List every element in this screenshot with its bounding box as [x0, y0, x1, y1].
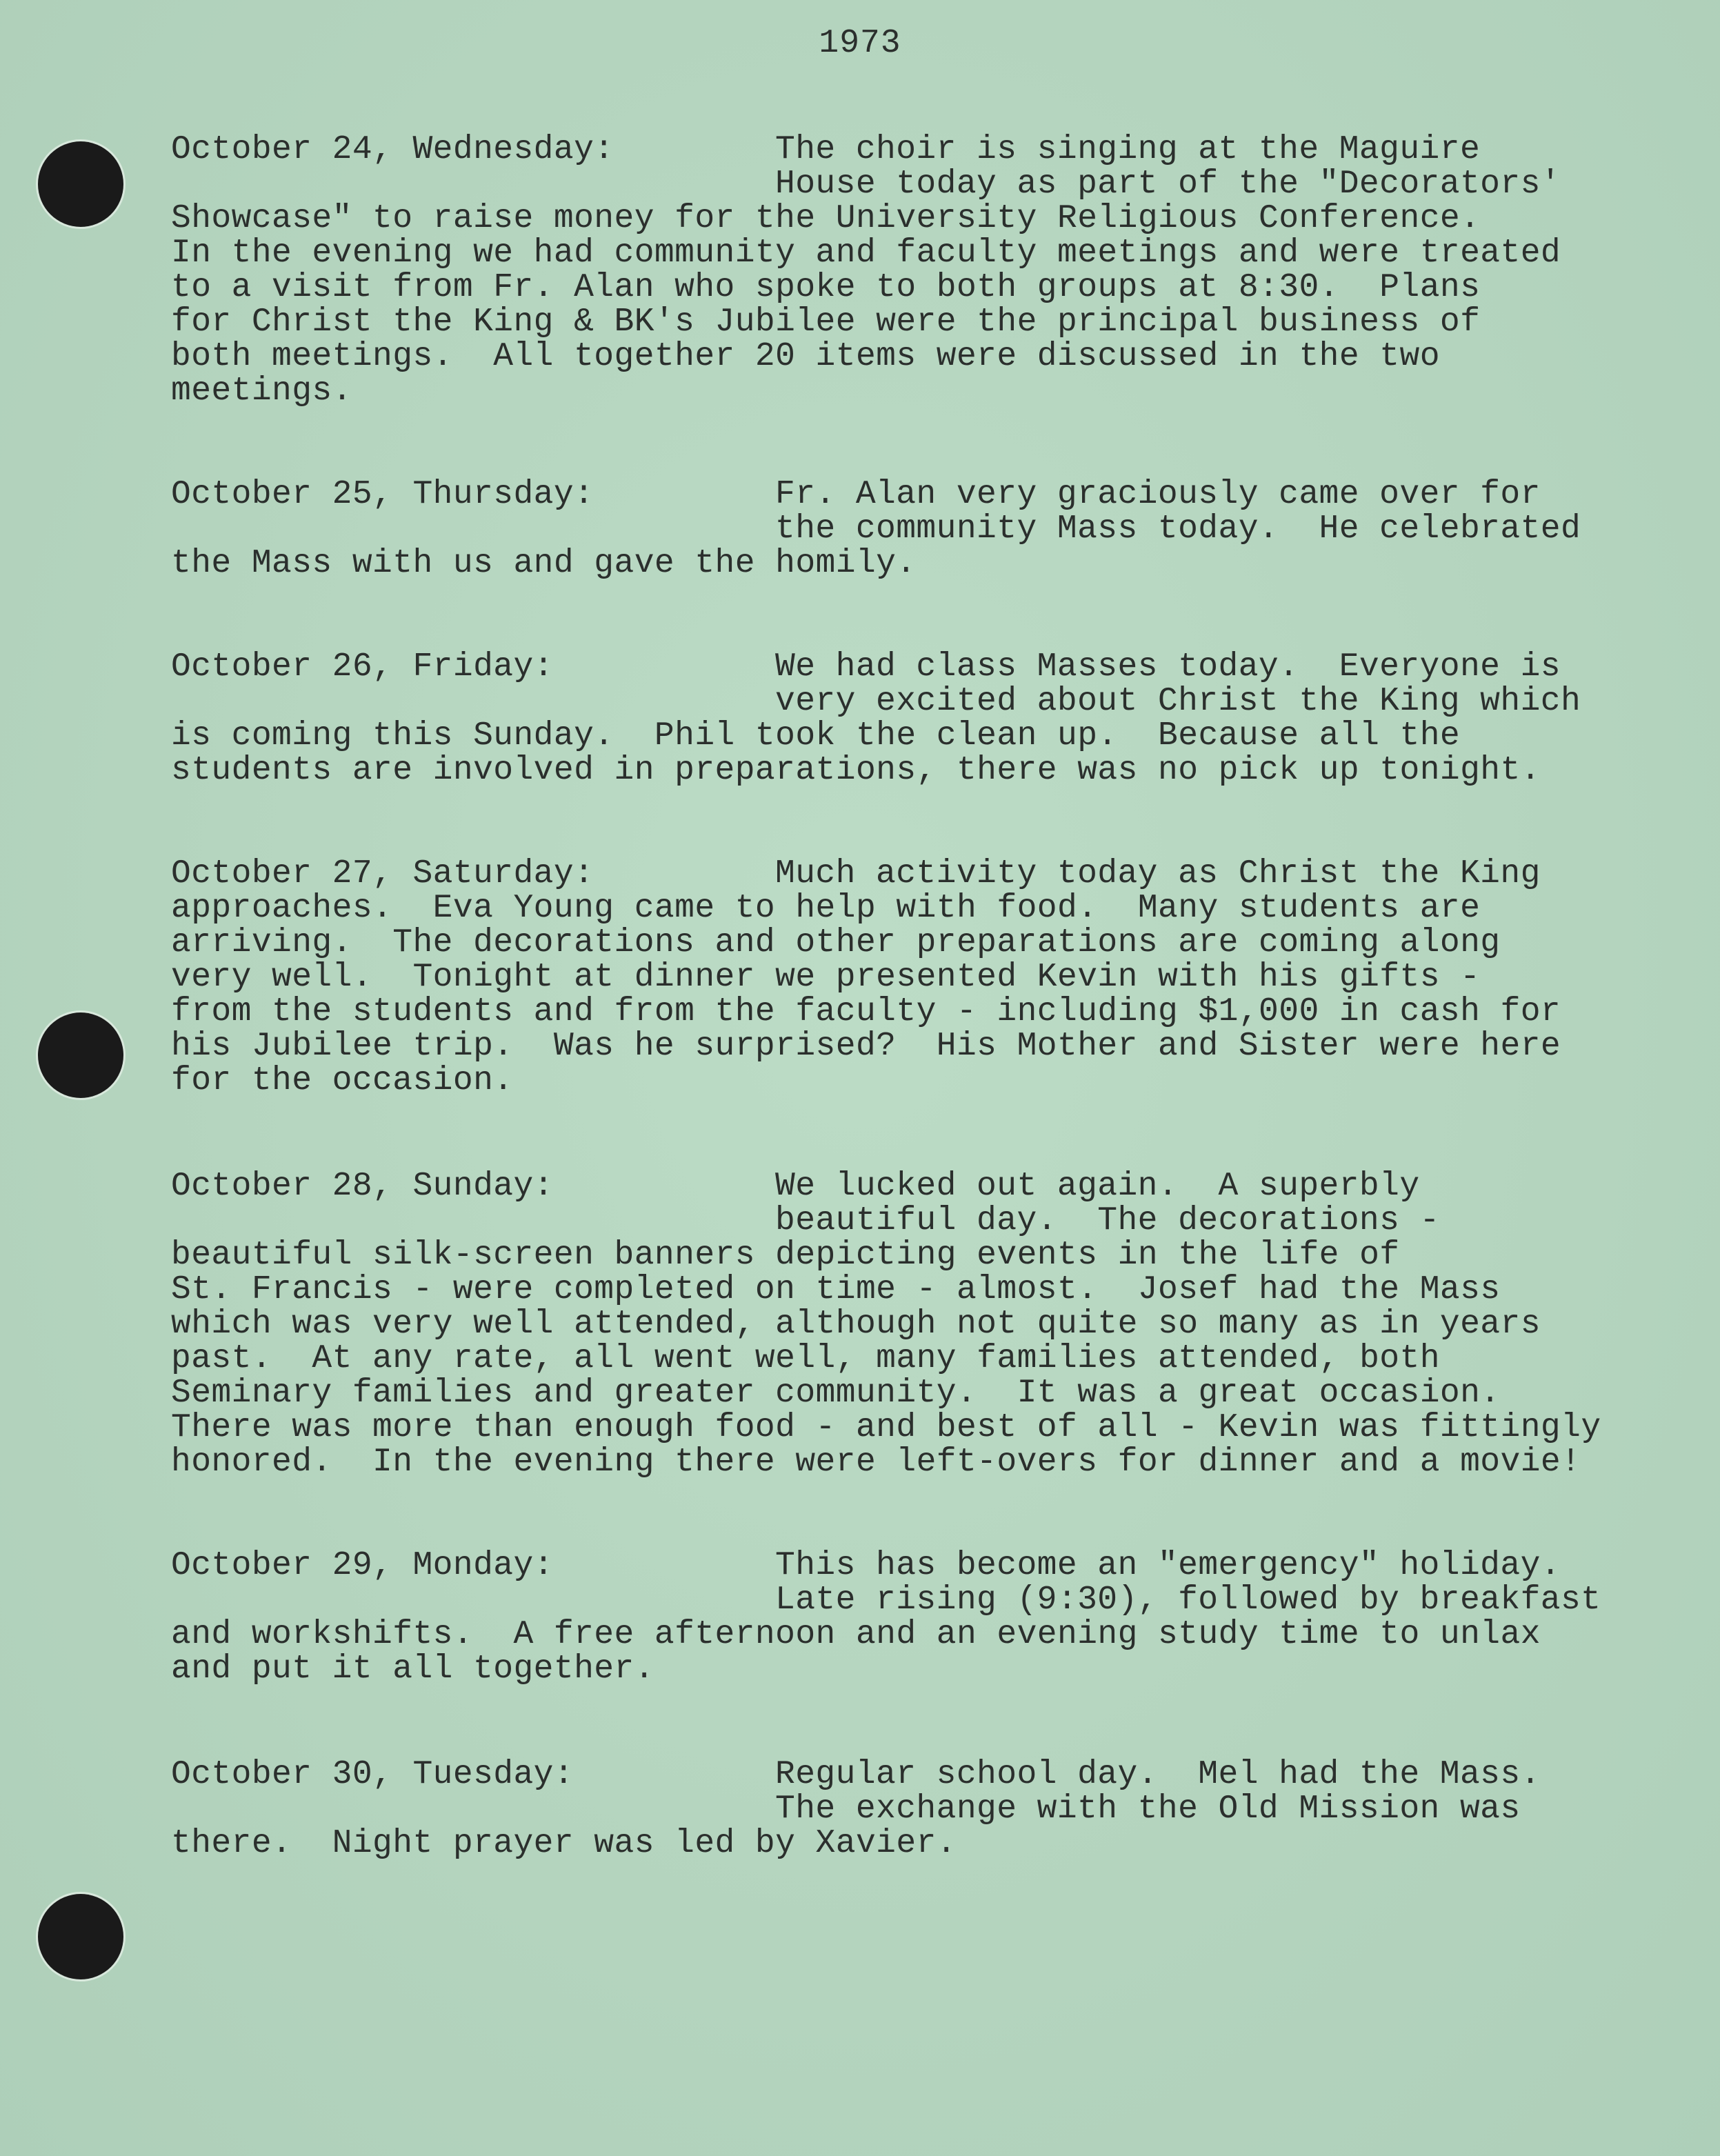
entry-body-line: and put it all together. — [171, 1650, 654, 1688]
entry-body-line: approaches. Eva Young came to help with food. Many students are — [171, 890, 1481, 927]
page-year: 1973 — [819, 25, 901, 62]
entry-body-line: There was more than enough food - and best of all - Kevin was fittingly — [171, 1409, 1601, 1446]
entry-body-line: there. Night prayer was led by Xavier. — [171, 1825, 957, 1862]
entry-first-line: This has become an "emergency" holiday. — [775, 1547, 1561, 1584]
entry-body-line: past. At any rate, all went well, many families attended, both — [171, 1340, 1440, 1377]
entry-date: October 25, Thursday: — [171, 476, 594, 513]
entry-body-line: students are involved in preparations, there was no pick up tonight. — [171, 752, 1541, 789]
entry-body-line: St. Francis - were completed on time - almost. Josef had the Mass — [171, 1271, 1501, 1308]
entry-body-line: meetings. — [171, 372, 352, 410]
entry-body-line: and workshifts. A free afternoon and an evening study time to unlax — [171, 1616, 1541, 1653]
entry-body-line: from the students and from the faculty - including $1,000 in cash for — [171, 993, 1561, 1030]
entry-second-line: The exchange with the Old Mission was — [775, 1790, 1521, 1828]
entry-body-line: very well. Tonight at dinner we presented Kevin with his gifts - — [171, 959, 1481, 996]
entry-second-line: very excited about Christ the King which — [775, 683, 1581, 720]
entry-first-line: The choir is singing at the Maguire — [775, 131, 1481, 168]
entry-second-line: Late rising (9:30), followed by breakfast — [775, 1581, 1601, 1619]
entry-second-line: beautiful day. The decorations - — [775, 1202, 1440, 1239]
binder-hole-bottom — [38, 1894, 123, 1979]
binder-hole-middle — [38, 1012, 123, 1098]
journal-entry — [171, 132, 1688, 408]
entry-body-line: honored. In the evening there were left-overs for dinner and a movie! — [171, 1444, 1581, 1481]
entry-body-line: to a visit from Fr. Alan who spoke to both groups at 8:30. Plans — [171, 269, 1481, 306]
entry-body-line: his Jubilee trip. Was he surprised? His Mother and Sister were here — [171, 1028, 1561, 1065]
binder-hole-top — [38, 141, 123, 227]
journal-entry — [171, 1757, 1688, 1861]
entry-body-line: for Christ the King & BK's Jubilee were the principal business of — [171, 303, 1481, 341]
journal-entry — [171, 1169, 1688, 1479]
entry-body-line: Showcase" to raise money for the University Religious Conference. — [171, 200, 1481, 237]
entry-body-line: the Mass with us and gave the homily. — [171, 545, 917, 582]
entry-body-line: Seminary families and greater community. It was a great occasion. — [171, 1375, 1501, 1412]
entry-first-line: Fr. Alan very graciously came over for — [775, 476, 1541, 513]
entry-date: October 27, Saturday: — [171, 855, 594, 892]
entry-first-line: We lucked out again. A superbly — [775, 1168, 1420, 1205]
entry-first-line: We had class Masses today. Everyone is — [775, 648, 1561, 686]
entry-date: October 29, Monday: — [171, 1547, 554, 1584]
entry-body-line: arriving. The decorations and other preparations are coming along — [171, 924, 1501, 961]
journal-entry — [171, 1548, 1688, 1686]
entry-first-line: Much activity today as Christ the King — [775, 855, 1541, 892]
entry-body-line: beautiful silk-screen banners depicting events in the life of — [171, 1237, 1400, 1274]
entry-body-line: In the evening we had community and faculty meetings and were treated — [171, 234, 1561, 272]
journal-entry — [171, 650, 1688, 788]
entry-date: October 26, Friday: — [171, 648, 554, 686]
entry-body-line: which was very well attended, although not quite so many as in years — [171, 1306, 1541, 1343]
entry-date: October 28, Sunday: — [171, 1168, 554, 1205]
entry-body-line: is coming this Sunday. Phil took the clean up. Because all the — [171, 717, 1461, 755]
entry-second-line: the community Mass today. He celebrated — [775, 510, 1581, 548]
journal-entry — [171, 857, 1688, 1098]
entry-body-line: for the occasion. — [171, 1062, 514, 1099]
entry-first-line: Regular school day. Mel had the Mass. — [775, 1756, 1541, 1793]
entry-date: October 24, Wednesday: — [171, 131, 614, 168]
entry-body-line: both meetings. All together 20 items were discussed in the two — [171, 338, 1440, 375]
entry-second-line: House today as part of the "Decorators' — [775, 166, 1561, 203]
journal-entry — [171, 477, 1688, 581]
entry-date: October 30, Tuesday: — [171, 1756, 574, 1793]
